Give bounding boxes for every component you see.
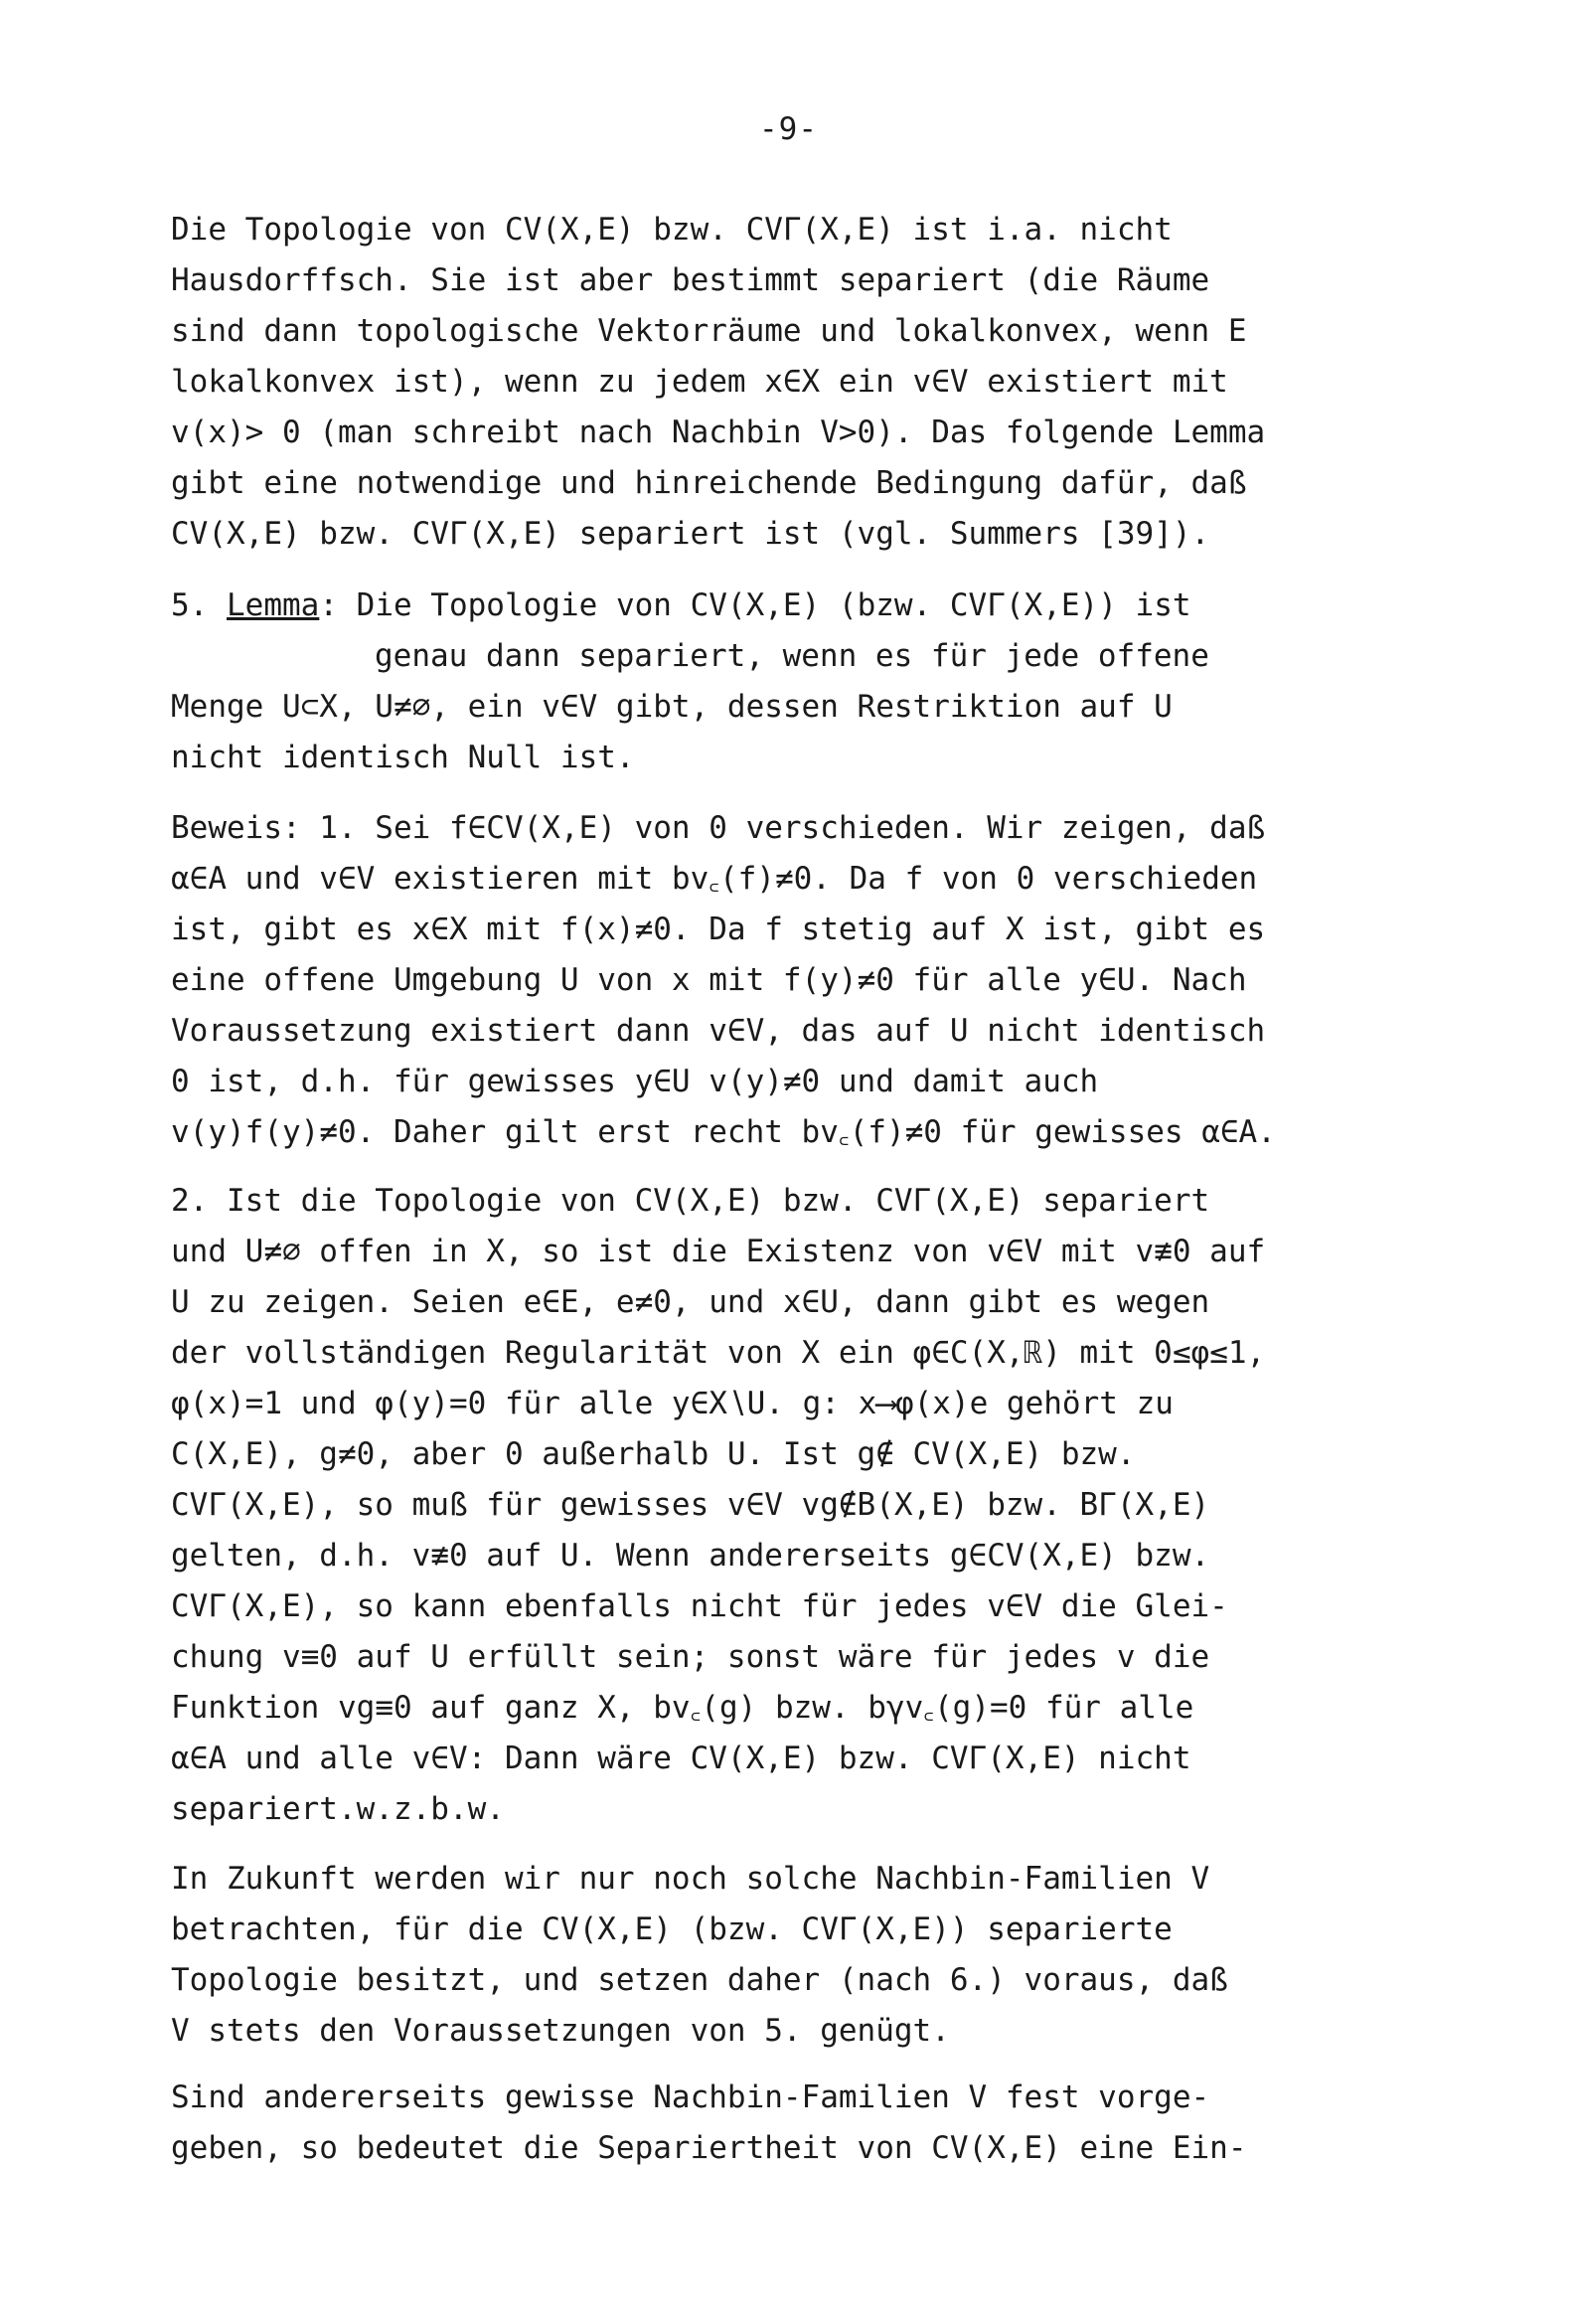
lemma-text: : Die Topologie von CV(X,E) (bzw. CVΓ(X,E)) ist — [319, 587, 1191, 623]
text-line: Die Topologie von CV(X,E) bzw. CVΓ(X,E) ist i.a. nicht — [171, 212, 1173, 248]
text-line: sind dann topologische Vektorräume und lokalkonvex, wenn E — [171, 313, 1247, 349]
text-line: Topologie besitzt, und setzen daher (nach 6.) voraus, daß — [171, 1962, 1228, 1998]
text-line: und U≠∅ offen in X, so ist die Existenz von v∈V mit v≢0 auf — [171, 1234, 1266, 1269]
paragraph-intro — [171, 205, 1443, 560]
text-line: gibt eine notwendige und hinreichende Bedingung dafür, daß — [171, 465, 1247, 501]
text-line: Hausdorffsch. Sie ist aber bestimmt separiert (die Räume — [171, 262, 1210, 298]
text-line: der vollständigen Regularität von X ein φ∈C(X,ℝ) mit 0≤φ≤1, — [171, 1335, 1266, 1371]
paragraph-closing — [171, 2073, 1443, 2174]
text-line: genau dann separiert, wenn es für jede offene — [375, 638, 1209, 674]
text-line: Menge U⊂X, U≠∅, ein v∈V gibt, dessen Restriktion auf U — [171, 689, 1173, 725]
text-line: geben, so bedeutet die Separiertheit von CV(X,E) eine Ein- — [171, 2130, 1247, 2166]
text-line: ist, gibt es x∈X mit f(x)≠0. Da f stetig auf X ist, gibt es — [171, 912, 1266, 947]
proof-part-1 — [171, 803, 1443, 1158]
lemma-number: 5. — [171, 587, 227, 623]
text-line: v(y)f(y)≠0. Daher gilt erst recht bv꜀(f)≠0 für gewisses α∈A. — [171, 1114, 1276, 1150]
text-line: In Zukunft werden wir nur noch solche Nachbin-Familien V — [171, 1861, 1210, 1897]
text-line: separiert.w.z.b.w. — [171, 1791, 505, 1827]
text-line: 2. Ist die Topologie von CV(X,E) bzw. CVΓ(X,E) separiert — [171, 1183, 1210, 1219]
text-line: chung v≡0 auf U erfüllt sein; sonst wäre für jedes v die — [171, 1639, 1210, 1675]
text-line: Sind andererseits gewisse Nachbin-Familien V fest vorge- — [171, 2079, 1210, 2115]
text-line: 0 ist, d.h. für gewisses y∈U v(y)≠0 und damit auch — [171, 1064, 1099, 1099]
text-line: Voraussetzung existiert dann v∈V, das auf U nicht identisch — [171, 1013, 1266, 1049]
text-line: Beweis: 1. Sei f∈CV(X,E) von 0 verschieden. Wir zeigen, daß — [171, 810, 1266, 846]
paragraph-future — [171, 1854, 1443, 2057]
lemma-label: Lemma — [227, 587, 320, 623]
text-line: C(X,E), g≠0, aber 0 außerhalb U. Ist g∉ CV(X,E) bzw. — [171, 1436, 1136, 1472]
text-line: CVΓ(X,E), so muß für gewisses v∈V vg∉B(X,E) bzw. BΓ(X,E) — [171, 1487, 1210, 1523]
text-line: nicht identisch Null ist. — [171, 740, 635, 775]
text-line: gelten, d.h. v≢0 auf U. Wenn andererseits g∈CV(X,E) bzw. — [171, 1538, 1210, 1574]
text-line: lokalkonvex ist), wenn zu jedem x∈X ein v∈V existiert mit — [171, 364, 1228, 400]
lemma-paragraph — [171, 581, 1443, 783]
text-line: eine offene Umgebung U von x mit f(y)≠0 für alle y∈U. Nach — [171, 962, 1247, 998]
text-line: betrachten, für die CV(X,E) (bzw. CVΓ(X,E)) separierte — [171, 1911, 1173, 1947]
text-line: CVΓ(X,E), so kann ebenfalls nicht für jedes v∈V die Glei- — [171, 1588, 1228, 1624]
text-line: U zu zeigen. Seien e∈E, e≠0, und x∈U, dann gibt es wegen — [171, 1284, 1210, 1320]
page-number: -9- — [759, 111, 818, 147]
text-line: v(x)> 0 (man schreibt nach Nachbin V>0). Das folgende Lemma — [171, 415, 1266, 450]
text-line: α∈A und alle v∈V: Dann wäre CV(X,E) bzw. CVΓ(X,E) nicht — [171, 1741, 1191, 1776]
text-line: CV(X,E) bzw. CVΓ(X,E) separiert ist (vgl. Summers [39]). — [171, 516, 1210, 552]
proof-part-2 — [171, 1176, 1443, 1835]
lemma-heading-line — [171, 581, 1443, 631]
text-line: V stets den Voraussetzungen von 5. genügt. — [171, 2013, 950, 2049]
text-line: α∈A und v∈V existieren mit bv꜀(f)≠0. Da f von 0 verschieden — [171, 861, 1258, 897]
text-line: Funktion vg≡0 auf ganz X, bv꜀(g) bzw. bγv꜀(g)=0 für alle — [171, 1690, 1194, 1726]
text-line: φ(x)=1 und φ(y)=0 für alle y∈X∖U. g: x⟶φ(x)e gehört zu — [171, 1386, 1174, 1421]
